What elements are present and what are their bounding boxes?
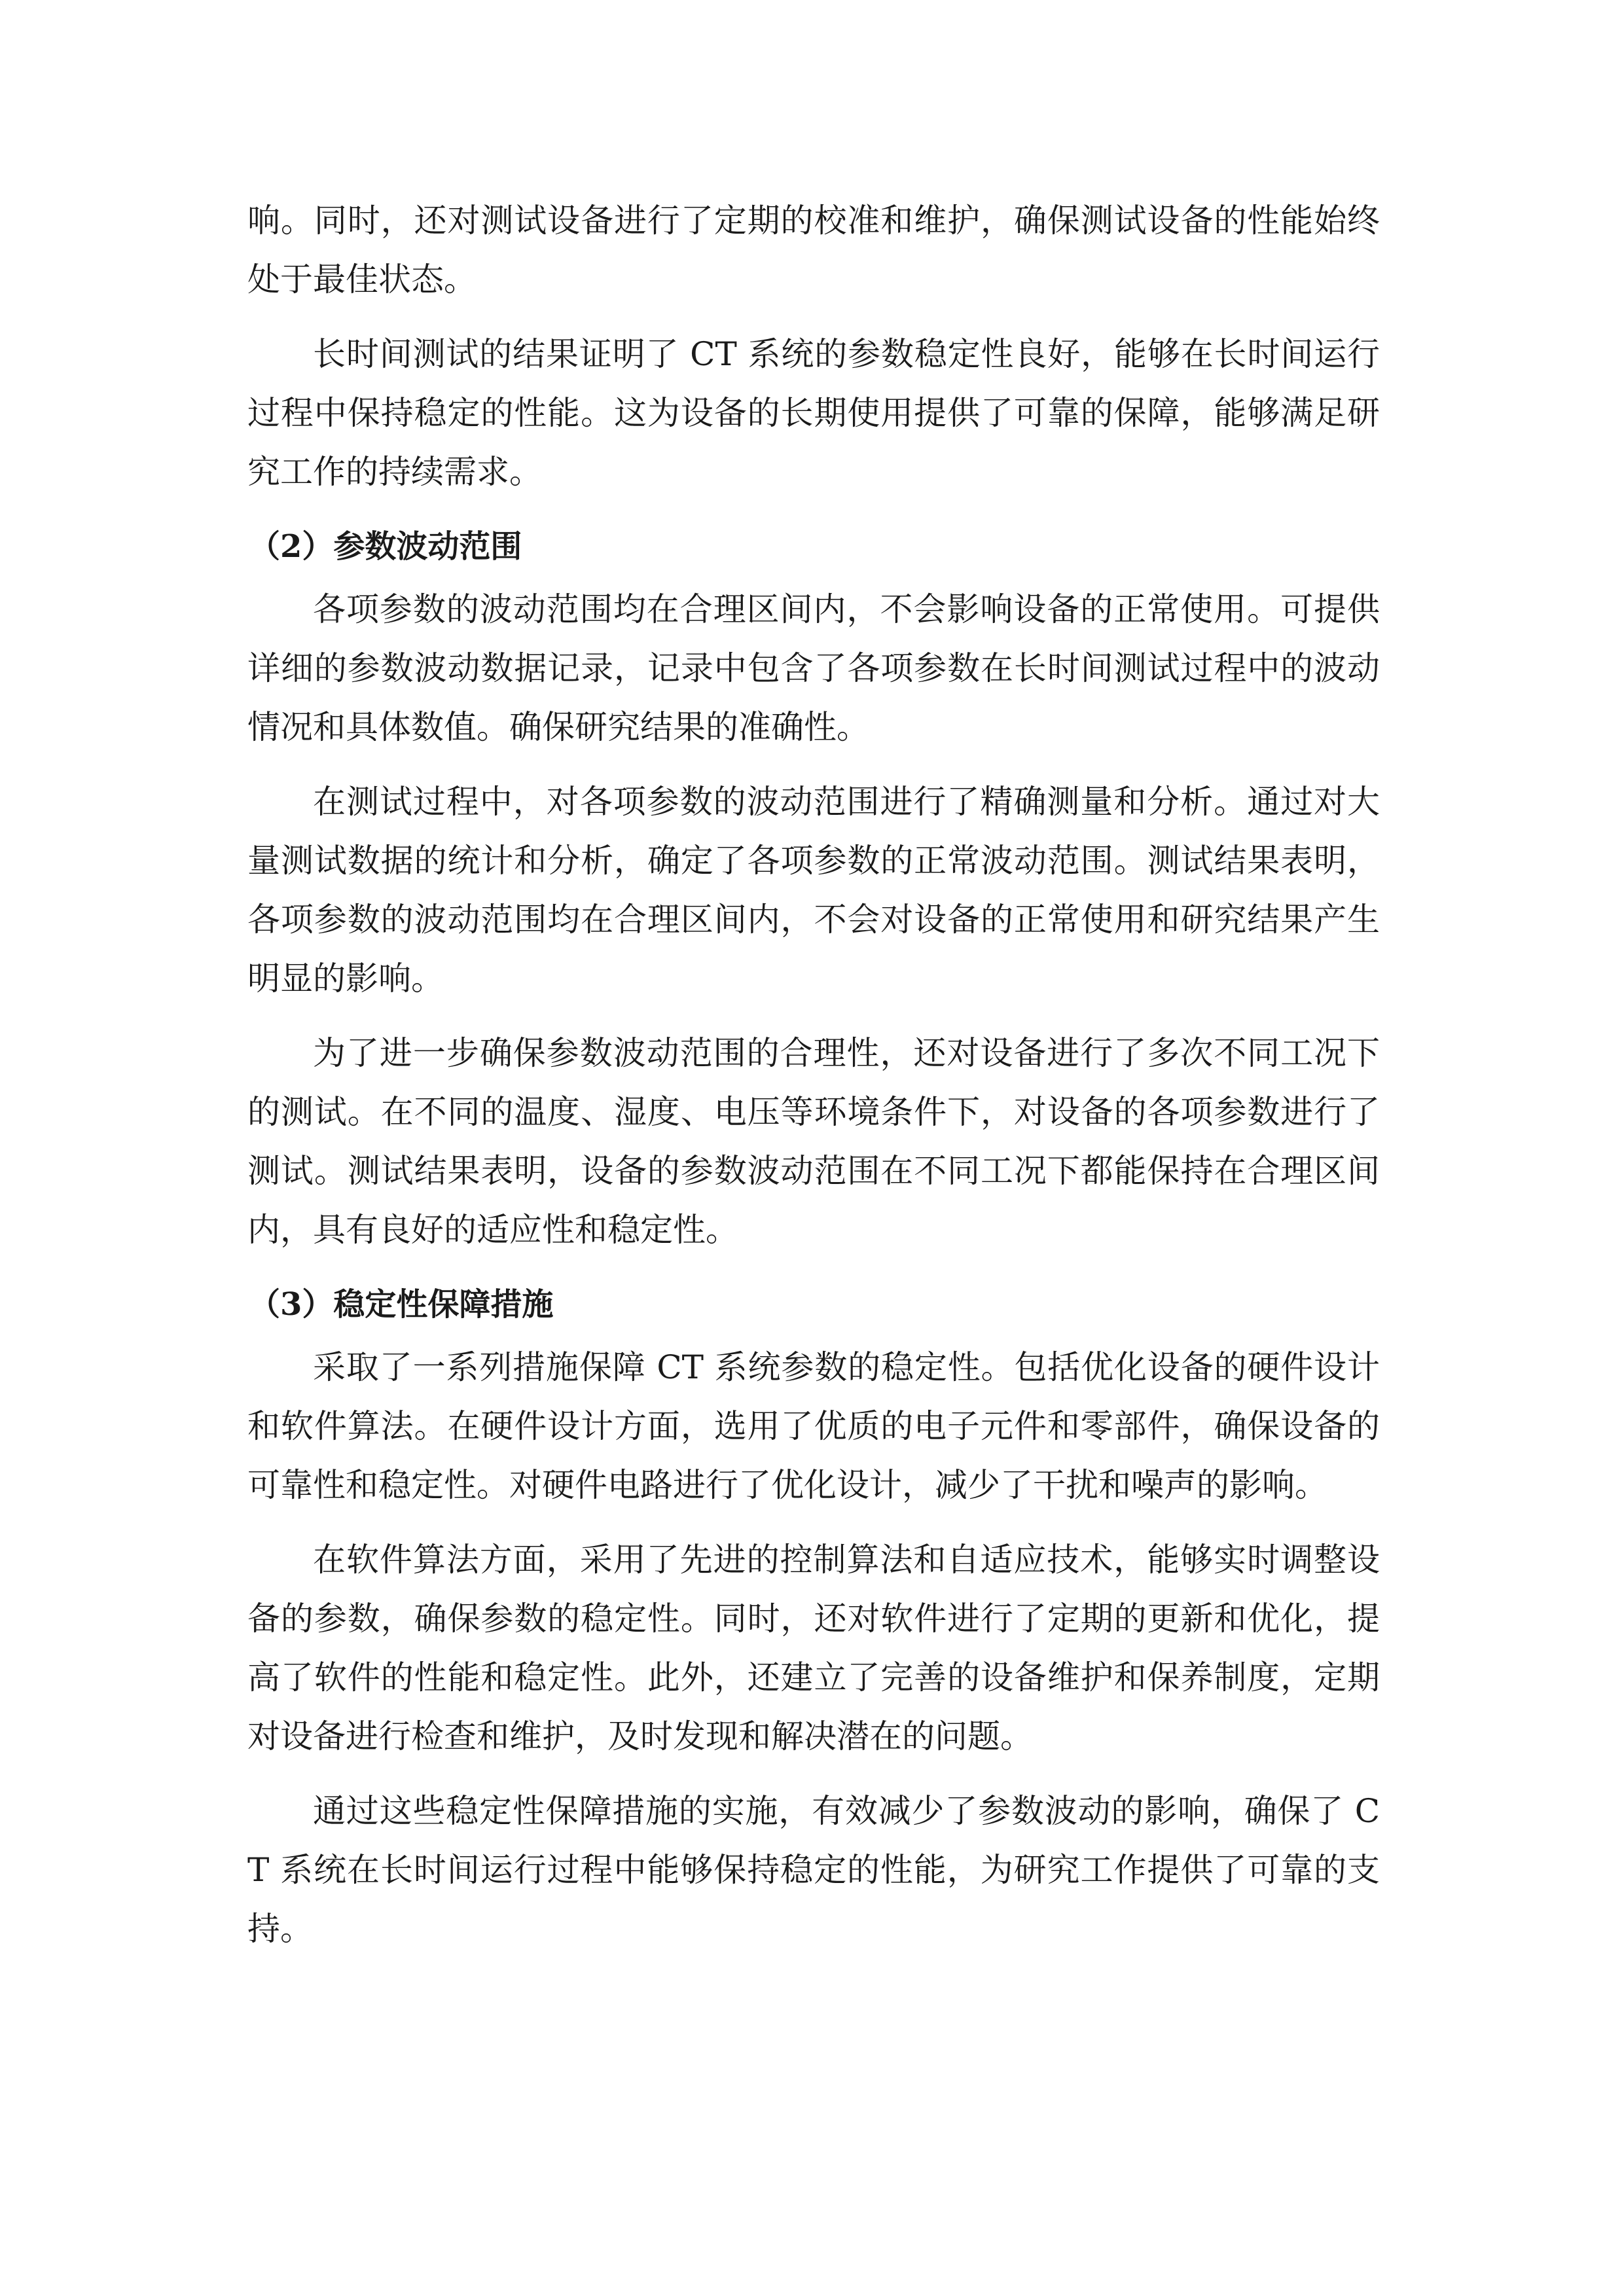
section-heading-parameter-fluctuation: （2）参数波动范围	[249, 528, 522, 565]
paragraph-fluctuation-range: 各项参数的波动范围均在合理区间内，不会影响设备的正常使用。可提供详细的参数波动数据记录，记录中包含了各项参数在长时间测试过程中的波动情况和具体数值。确保研究结果的准确性。	[247, 590, 1380, 746]
paragraph-fluctuation-measurement: 在测试过程中，对各项参数的波动范围进行了精确测量和分析。通过对大量测试数据的统计和分析，确定了各项参数的正常波动范围。测试结果表明，各项参数的波动范围均在合理区间内，不会对设备的正常使用和研究结果产生明显的影响。	[247, 783, 1380, 997]
document-body	[247, 191, 1380, 1958]
paragraph-working-conditions: 为了进一步确保参数波动范围的合理性，还对设备进行了多次不同工况下的测试。在不同的温度、湿度、电压等环境条件下，对设备的各项参数进行了测试。测试结果表明，设备的参数波动范围在不同工况下都能保持在合理区间内，具有良好的适应性和稳定性。	[247, 1034, 1380, 1249]
paragraph-software-algorithm: 在软件算法方面，采用了先进的控制算法和自适应技术，能够实时调整设备的参数，确保参数的稳定性。同时，还对软件进行了定期的更新和优化，提高了软件的性能和稳定性。此外，还建立了完善的设备维护和保养制度，定期对设备进行检查和维护，及时发现和解决潜在的问题。	[247, 1541, 1380, 1755]
section-heading-stability-measures: （3）稳定性保障措施	[249, 1286, 554, 1323]
paragraph-conclusion: 通过这些稳定性保障措施的实施，有效减少了参数波动的影响，确保了 CT 系统在长时间运行过程中能够保持稳定的性能，为研究工作提供了可靠的支持。	[247, 1792, 1380, 1948]
paragraph-long-term-test-result: 长时间测试的结果证明了 CT 系统的参数稳定性良好，能够在长时间运行过程中保持稳定的性能。这为设备的长期使用提供了可靠的保障，能够满足研究工作的持续需求。	[247, 335, 1380, 491]
paragraph-continued: 响。同时，还对测试设备进行了定期的校准和维护，确保测试设备的性能始终处于最佳状态。	[247, 202, 1380, 298]
paragraph-hardware-design: 采取了一系列措施保障 CT 系统参数的稳定性。包括优化设备的硬件设计和软件算法。在硬件设计方面，选用了优质的电子元件和零部件，确保设备的可靠性和稳定性。对硬件电路进行了优化设计，减少了干扰和噪声的影响。	[247, 1348, 1380, 1504]
